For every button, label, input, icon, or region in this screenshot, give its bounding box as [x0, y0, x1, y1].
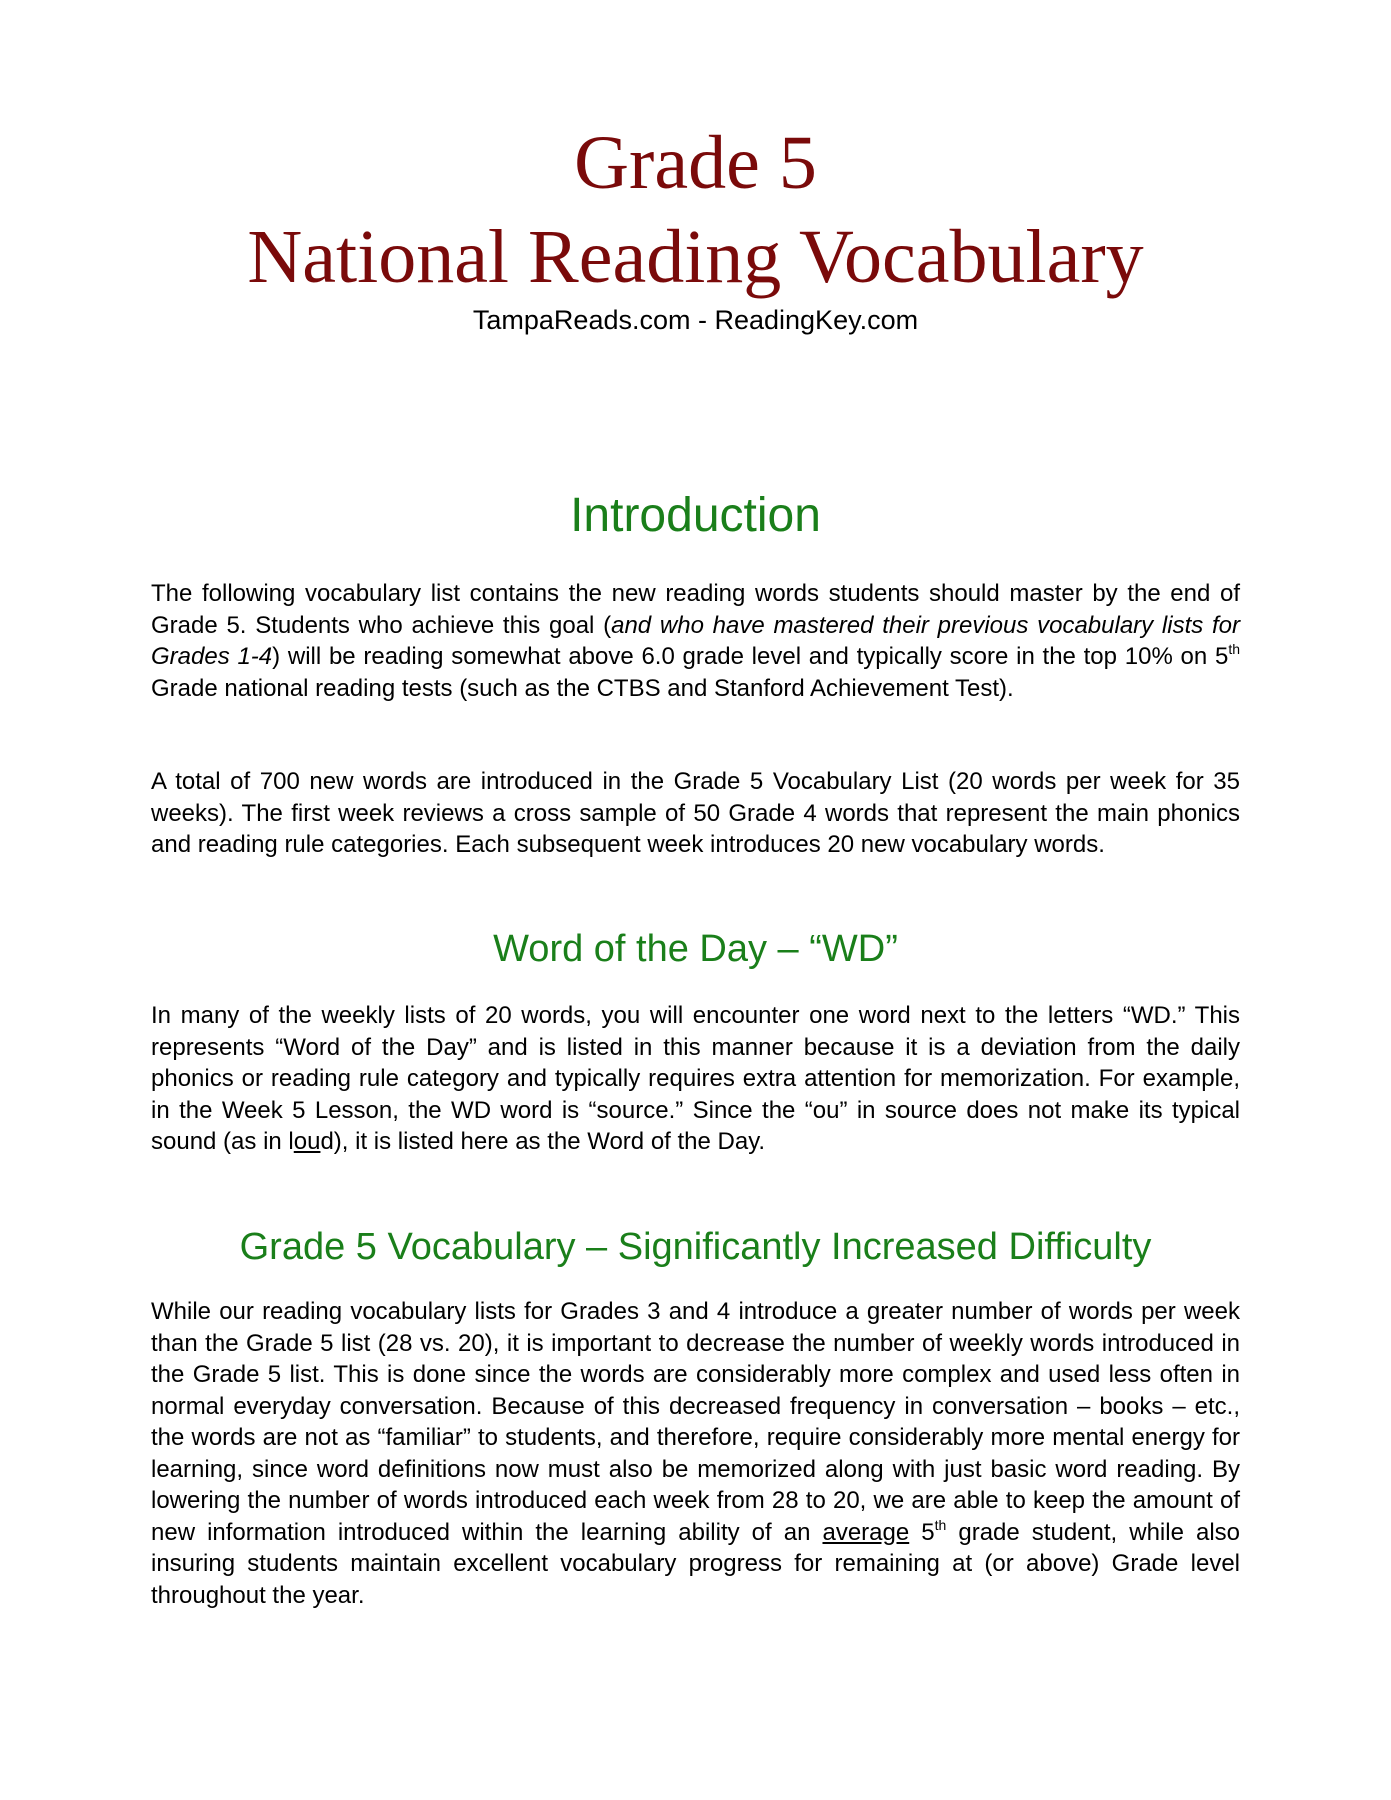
- difficulty-paragraph: [151, 1296, 1240, 1611]
- intro-paragraph-2: A total of 700 new words are introduced in the Grade 5 Vocabulary List (20 words per week for 35 weeks). The first week reviews a cross sample of 50 Grade 4 words that represent the main phonics and reading rule categories. Each subsequent week introduces 20 new vocabulary words.: [151, 768, 1240, 858]
- text: The following vocabulary list contains the new reading words students should master by the end of Grade 5. Students who achieve this goal (: [151, 580, 1240, 639]
- text: In many of the weekly lists of 20 words, you will encounter one word next to the letters “WD.” This represents “Word of the Day” and is listed in this manner because it is a deviation from the daily phonics or reading rule category and typically requires extra attention for memorization. For example, in the Week 5 Lesson, the WD word is “source.” Since the “ou” in source does not make its typical sound (as in l: [151, 1002, 1240, 1155]
- text: While our reading vocabulary lists for Grades 3 and 4 introduce a greater number of words per week than the Grade 5 list (28 vs. 20), it is important to decrease the number of weekly words introduced in the Grade 5 list. This is done since the words are considerably more complex and used less often in normal everyday conversation. Because of this decreased frequency in conversation – books – etc., the words are not as “familiar” to students, and therefore, require considerably more mental energy for learning, since word definitions now must also be memorized along with just basic word reading. By lowering the number of words introduced each week from 28 to 20, we are able to keep the amount of new information introduced within the learning ability of an: [151, 1298, 1240, 1546]
- heading-increased-difficulty: Grade 5 Vocabulary – Significantly Increased Difficulty: [239, 1226, 1152, 1268]
- superscript: th: [1228, 641, 1240, 657]
- italic-text: and who have mastered their previous vocabulary lists for Grades 1-4: [151, 611, 1240, 670]
- site-subtitle: TampaReads.com - ReadingKey.com: [472, 305, 919, 335]
- intro-paragraph-1: [151, 578, 1240, 704]
- word-of-the-day-paragraph: [151, 1000, 1240, 1158]
- text: d), it is listed here as the Word of the Day.: [320, 1128, 766, 1155]
- title-line-2: National Reading Vocabulary: [247, 215, 1144, 299]
- superscript: th: [934, 1516, 947, 1533]
- heading-word-of-the-day: Word of the Day – “WD”: [493, 928, 898, 970]
- underlined-text: ou: [293, 1128, 321, 1155]
- text: grade student, while also insuring students maintain excellent vocabulary progress for remaining at (or above) Grade level throughout the year.: [151, 1518, 1241, 1609]
- title-line-1: Grade 5: [574, 121, 817, 205]
- underlined-text: average: [822, 1518, 910, 1546]
- text: ) will be reading somewhat above 6.0 grade level and typically score in the top 10% on 5: [272, 643, 1229, 670]
- text: 5: [909, 1518, 935, 1546]
- heading-introduction: Introduction: [570, 489, 821, 542]
- text: Grade national reading tests (such as the CTBS and Stanford Achievement Test).: [151, 674, 1014, 702]
